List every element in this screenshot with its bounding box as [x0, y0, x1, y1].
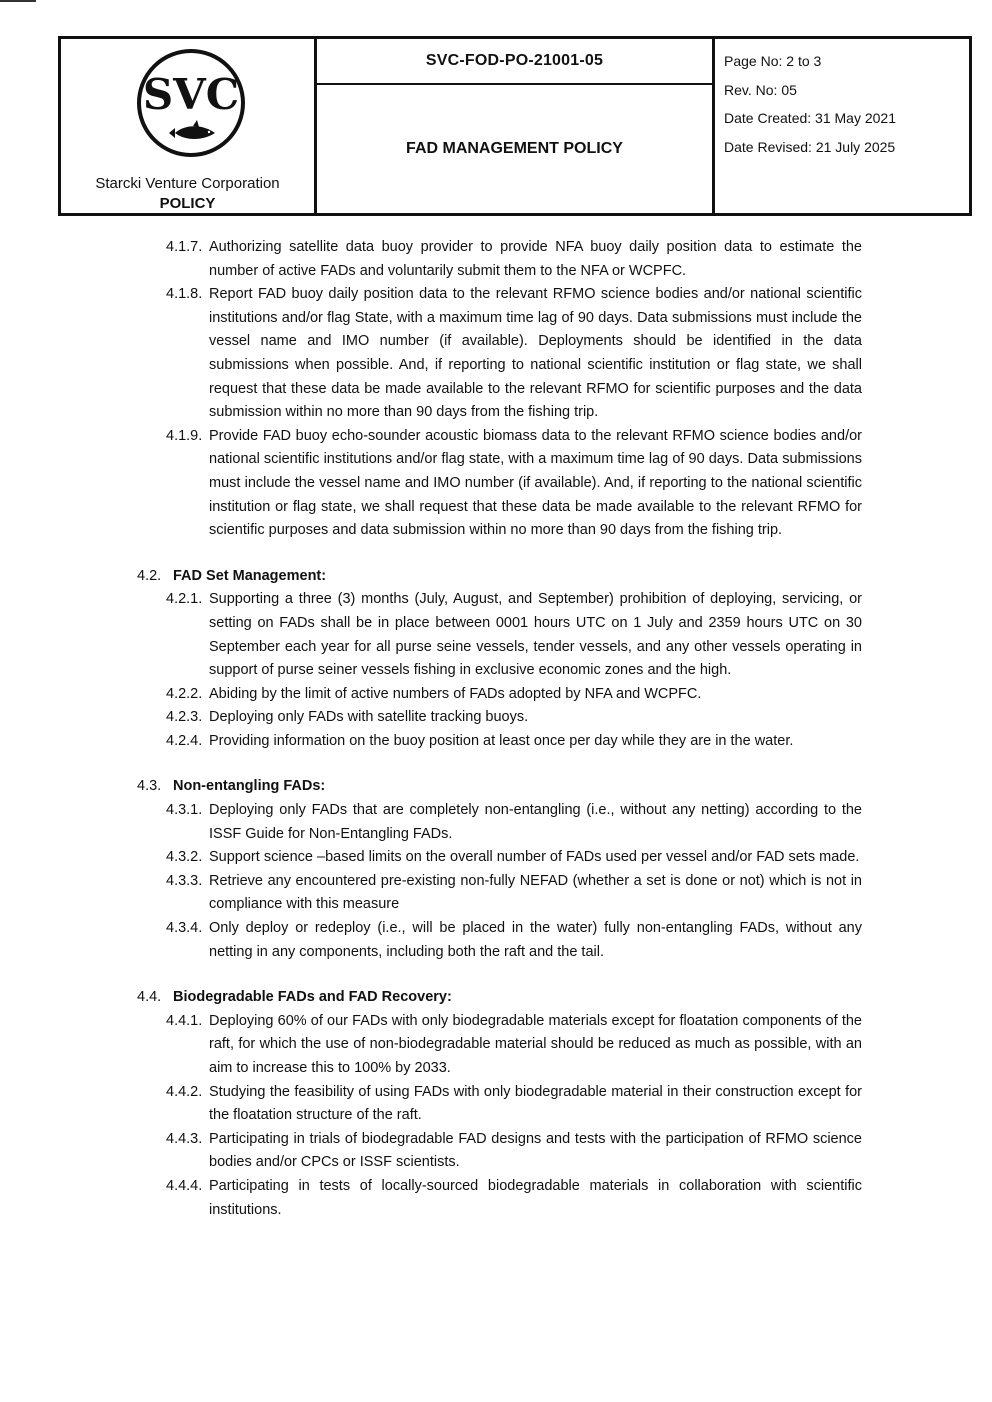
item-text: Studying the feasibility of using FADs with only biodegradable material in their construction except for the floatation structure of the raft. [209, 1083, 862, 1124]
policy-label: POLICY [159, 195, 216, 212]
list-item [0, 846, 992, 870]
section-heading [0, 986, 992, 1010]
list-item [0, 283, 992, 425]
date-revised: Date Revised: 21 July 2025 [724, 138, 896, 155]
policy-body [0, 236, 992, 1222]
section-number: 4.3. [137, 778, 162, 795]
company-name: Starcki Venture Corporation [95, 175, 280, 192]
meta-cell [715, 39, 969, 213]
item-number: 4.3.2. [166, 849, 203, 866]
item-number: 4.3.4. [166, 920, 203, 937]
title-cell [317, 39, 715, 213]
logo-cell [61, 39, 317, 213]
scan-mark [0, 0, 36, 2]
item-text: Provide FAD buoy echo-sounder acoustic biomass data to the relevant RFMO science bodies and/or national scientific institutions and/or flag state, with a maximum time lag of 90 days. Data submissions must include the vessel name and IMO number (if available). And, if reporting to the national scientific institution or flag state, we shall request that these data be made available to the relevant RFMO for scientific purposes and data submission within no more than 90 days from the fishing trip. [209, 427, 862, 539]
list-item [0, 425, 992, 543]
item-text: Providing information on the buoy position at least once per day while they are in the water. [209, 732, 794, 749]
item-number: 4.1.7. [166, 239, 203, 255]
item-text: Report FAD buoy daily position data to the relevant RFMO science bodies and/or national scientific institutions and/or flag State, with a maximum time lag of 90 days. Data submissions must include the vessel name and IMO number (if available). Deployments should be identified in the data submissions when possible. And, if reporting to national scientific institution or flag state, we shall request that these data be made available to the relevant RFMO for scientific purposes and the data submission within no more than 90 days from the fishing trip. [209, 286, 862, 421]
list-item [0, 1175, 992, 1222]
item-text: Only deploy or redeploy (i.e., will be placed in the water) fully non-entangling FADs, without any netting in any components, including both the raft and the tail. [209, 920, 862, 960]
item-text: Support science –based limits on the overall number of FADs used per vessel and/or FAD sets made. [209, 849, 860, 866]
section-heading [0, 775, 992, 799]
date-created: Date Created: 31 May 2021 [724, 110, 896, 126]
list-item [0, 706, 992, 730]
item-text: Deploying only FADs with satellite tracking buoys. [209, 709, 529, 726]
item-number: 4.4.2. [166, 1083, 203, 1100]
item-number: 4.2.4. [166, 732, 203, 749]
section-title: Biodegradable FADs and FAD Recovery: [173, 989, 452, 1006]
item-text: Supporting a three (3) months (July, August, and September) prohibition of deploying, servicing, or setting on FADs shall be in place between 0001 hours UTC on 1 July and 2359 hours UTC on 30 September each year for all purse seine vessels, tender vessels, and any other vessels operating in support of purse seiner vessels fishing in exclusive economic zones and the high. [209, 591, 862, 679]
logo-text: SVC [142, 70, 240, 119]
section-title: Non-entangling FADs: [173, 778, 326, 795]
list-item [0, 730, 992, 754]
item-text: Abiding by the limit of active numbers of FADs adopted by NFA and WCPFC. [209, 685, 702, 702]
item-number: 4.3.3. [166, 872, 203, 889]
list-item [0, 683, 992, 707]
item-number: 4.4.1. [166, 1012, 203, 1029]
revision-number: Rev. No: 05 [724, 81, 797, 98]
section-title: FAD Set Management: [173, 567, 327, 584]
list-item [0, 799, 992, 846]
company-logo [135, 47, 247, 159]
item-number: 4.3.1. [166, 802, 203, 819]
list-item [0, 236, 992, 283]
item-text: Retrieve any encountered pre-existing non-fully NEFAD (whether a set is done or not) which is not in compliance with this measure [209, 872, 862, 913]
item-text: Deploying 60% of our FADs with only biodegradable materials except for floatation components of the raft, for which the use of non-biodegradable material should be reduced as much as possible, with an aim to increase this to 100% by 2033. [209, 1012, 862, 1076]
list-item [0, 1128, 992, 1175]
document-title: FAD MANAGEMENT POLICY [406, 140, 623, 157]
page-number: Page No: 2 to 3 [724, 53, 822, 69]
item-number: 4.2.2. [166, 685, 203, 702]
item-number: 4.2.1. [166, 591, 203, 608]
item-number: 4.1.9. [166, 427, 203, 444]
item-text: Participating in tests of locally-sourced biodegradable materials in collaboration with scientific institutions. [209, 1177, 862, 1218]
list-item [0, 588, 992, 682]
section-heading [0, 565, 992, 589]
section-number: 4.2. [137, 567, 162, 584]
section-number: 4.4. [137, 989, 162, 1006]
document-code: SVC-FOD-PO-21001-05 [317, 39, 712, 85]
document-header [58, 36, 972, 216]
item-number: 4.4.3. [166, 1130, 203, 1147]
list-item [0, 917, 992, 964]
item-text: Deploying only FADs that are completely non-entangling (i.e., without any netting) according to the ISSF Guide for Non-Entangling FADs. [209, 802, 862, 842]
list-item [0, 1081, 992, 1128]
list-item [0, 870, 992, 917]
list-item [0, 1010, 992, 1081]
item-number: 4.2.3. [166, 709, 203, 726]
item-number: 4.1.8. [166, 286, 203, 303]
item-text: Authorizing satellite data buoy provider to provide NFA buoy daily position data to estimate the number of active FADs and voluntarily submit them to the NFA or WCPFC. [209, 239, 862, 279]
item-number: 4.4.4. [166, 1177, 203, 1194]
item-text: Participating in trials of biodegradable FAD designs and tests with the participation of RFMO science bodies and/or CPCs or ISSF scientists. [209, 1130, 862, 1171]
